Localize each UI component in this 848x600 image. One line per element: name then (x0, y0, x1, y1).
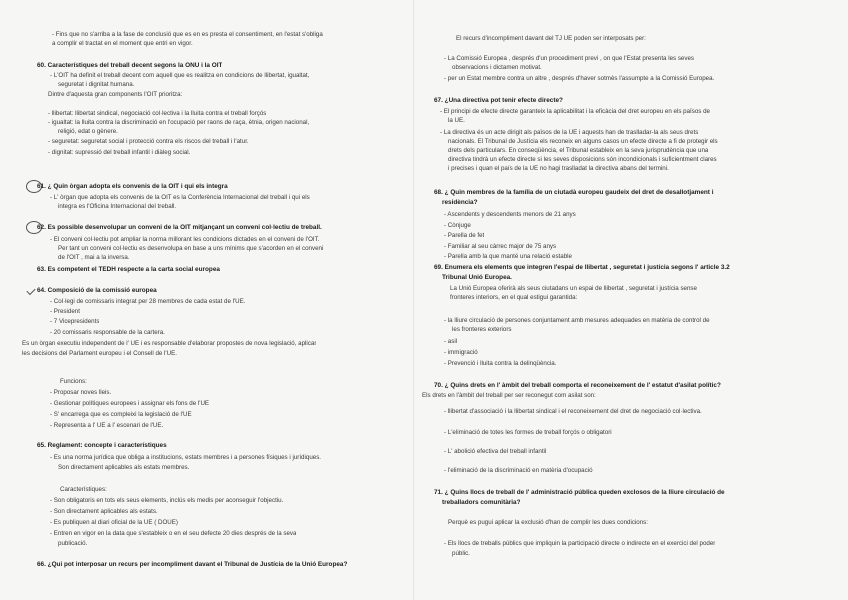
text-line: - L' òrgan que adopta els convenis de la OIT es la Conferència Internacional del treball i qui els (50, 194, 310, 201)
text-line: - Es publiquen al diari oficial de la UE ( DOUE) (50, 519, 178, 526)
text-line: La Unió Europea oferirà als seus ciutadans un espai de llibertat , seguretat i justícia sense (450, 285, 697, 292)
question-62-heading: 62. Es possible desenvolupar un conveni de la OIT mitjançant un conveni col·lectiu de treball. (37, 224, 322, 231)
text-line: - Es una norma jurídica que obliga a institucions, estats membres i a persones físiques i jurídiques. (50, 454, 322, 461)
text-line: - La directiva és un acte dirigit als països de la UE i aquests han de traslladar-la als seus drets (440, 129, 699, 136)
text-line: - seguretat: seguretat social i protecció contra els riscos del treball i l'atur. (48, 138, 249, 145)
question-71-heading: 71. ¿ Quins llocs de treball de l' administració pública queden exclosos de la lliure circulació de (434, 489, 725, 496)
question-65-heading: 65. Reglament: concepte i característiques (37, 442, 167, 449)
text-line: - Els llocs de treballs públics que impliquin la participació directe o indirecte en el exercici del poder (444, 540, 716, 547)
text-line: seguretat i dignitat humana. (58, 81, 135, 88)
text-line: - igualtat: la lluita contra la discriminació en l'ocupació per raons de raça, ètnia, origen nacional, (48, 119, 310, 126)
text-line: - Fins que no s'arriba a la fase de conclusió que es en es presta el consentiment, en l'estat s'obliga (52, 31, 323, 38)
text-line: Es un òrgan executiu independent de l' UE i es responsable d'elaborar propostes de nova legislació, aplicar (22, 340, 317, 347)
text-line: - President (50, 308, 80, 315)
text-line: Característiques: (60, 486, 107, 493)
text-line: religió, edat o gènere. (58, 128, 118, 135)
text-line: - Parella amb la que manté una relació estable (444, 253, 572, 260)
question-69-heading-cont: Tribunal Unió Europea. (442, 274, 512, 281)
text-line: - immigració (444, 349, 478, 356)
text-line: publicació. (58, 540, 88, 547)
text-line: - Son obligatoris en tots els seus elements, inclús els medis per aconseguir l'objectiu. (50, 497, 284, 504)
text-line: - dignitat: supressió del treball infantil i diàleg social. (48, 149, 191, 156)
pen-check-mark (26, 286, 35, 295)
text-line: - Parella de fet (444, 232, 485, 239)
question-70-heading: 70. ¿ Quins drets en l' àmbit del treball comporta el reconeixement de l' estatut d'asilat polític? (434, 382, 721, 389)
text-line: - El principi de efecte directe garanteix la aplicabilitat i la eficàcia del dret europeu en els països de (440, 108, 710, 115)
text-line: Perquè es pugui aplicar la exclusió d'han de complir les dues condicions: (448, 519, 648, 526)
text-line: - asil (444, 338, 458, 345)
question-61-heading: 61. ¿ Quin òrgan adopta els convenis de la OIT i qui els integra (37, 183, 228, 190)
text-line: drets dels particulars. En conseqüència, el Tribunal estableix en la seva jurisprudència que una (448, 147, 709, 154)
question-68-heading-cont: residència? (442, 199, 478, 206)
text-line: - El conveni col·lectiu pot ampliar la norma millorant les condicions dictades en el conveni de l'OIT. (50, 236, 320, 243)
right-column (418, 0, 818, 600)
text-line: a complir el tractat en el moment que entri en vigor. (52, 40, 193, 47)
text-line: - L'OIT ha definit el treball decent com aquell que es realitza en condicions de llibertat, igualtat, (50, 72, 310, 79)
text-line: - Representa a l' UE a l' escenari de l'UE. (50, 422, 164, 429)
left-column (0, 0, 400, 600)
text-line: directiva tindrà un efecte directe si les seves disposicions són incondicionals i suficientment clares (448, 156, 717, 163)
text-line: les decisions del Parlament europeu i el Consell de l'UE. (22, 350, 177, 357)
question-71-heading-cont: treballadors comunitària? (442, 499, 521, 506)
text-line: - 7 Vicepresidents (50, 318, 100, 325)
text-line: - Proposar noves lleis. (50, 389, 112, 396)
text-line: integra es l'Oficina Internacional del treball. (58, 203, 177, 210)
text-line: - 20 comissaris responsable de la cartera. (50, 329, 165, 336)
question-68-heading: 68. ¿ Quin membres de la família de un ciutadà europeu gaudeix del dret de desallotjament i (434, 189, 714, 196)
text-line: - Familiar al seu càrrec major de 75 anys (444, 243, 557, 250)
text-line: - Ascendents y descendents menors de 21 anys (444, 211, 576, 218)
text-line: - L' abolició efectiva del treball infantil (444, 448, 547, 455)
text-line: Son directament aplicables als estats membres. (58, 464, 190, 471)
text-line: - S' encarrega que es compleixi la legislació de l'UE (50, 411, 192, 418)
text-line: les fronteres exteriors (452, 326, 512, 333)
text-line: fronteres interiors, en el qual estigui garantida: (450, 294, 578, 301)
question-60-heading: 60. Característiques del treball decent segons la ONU i la OIT (37, 62, 223, 69)
text-line: - llibertat d'associació i la llibertat sindical i el reconeixement del dret de negociació col·lectiva. (444, 408, 702, 415)
text-line: públic. (452, 550, 470, 557)
text-line: la UE. (448, 117, 465, 124)
text-line: - Prevenció i lluita contra la delinqüència. (444, 360, 557, 367)
text-line: El recurs d'incompliment davant del TJ UE poden ser interposats per: (456, 35, 646, 42)
question-63-heading: 63. Es competent el TEDH respecte a la carta social europea (37, 266, 220, 273)
text-line: - Cònjuge (444, 222, 471, 229)
text-line: Dintre d'aquesta gran components l'OIT prioritza: (48, 91, 183, 98)
question-64-heading: 64. Composició de la comissió europea (37, 287, 157, 294)
text-line: - Col·legi de comissaris integrat per 28 membres de cada estat de l'UE. (50, 298, 246, 305)
text-line: observacions i dictamen motivat. (452, 64, 542, 71)
text-line: nacionals. El Tribunal de Justícia els reconeix en alguns casos un efecte directe a fi de protegir els (448, 138, 718, 145)
text-line: - l'eliminació de la discriminació en matèria d'ocupació (444, 467, 593, 474)
text-line: - llibertat: llibertat sindical, negociació col·lectiva i la lluita contra el treball forçós (48, 110, 267, 117)
question-69-heading: 69. Enumera els elements que integren l'espai de llibertat , seguretat i justícia segons l' article 3.2 (434, 264, 730, 271)
text-line: Per tant un conveni col·lectiu es desenvolupa en base a uns mínims que s'acorden en el conveni (58, 245, 324, 252)
text-line: Els drets en l'àmbit del treball per ser reconegut com asilat son: (422, 392, 596, 399)
text-line: - L'eliminació de totes les formes de treball forçós o obligatori (444, 429, 612, 436)
text-line: de l'OIT , mai a la inversa. (58, 254, 130, 261)
text-line: - La Comissió Europea , després d'un procediment previ , on que l'Estat presenta les seves (444, 55, 694, 62)
page-fold (413, 0, 414, 600)
text-line: - Entren en vigor en la data que s'estableix o en el seu defecte 20 dies després de la seva (50, 530, 297, 537)
text-line: - Gestionar polítiques europees i assignar els fons de l'UE (50, 400, 210, 407)
text-line: - per un Estat membre contra un altre , després d'haver sotmès l'assumpte a la Comissió Europea. (444, 75, 715, 82)
text-line: Funcions: (60, 378, 87, 385)
text-line: i precises i quan el país de la UE no hagi traslladat la directiva abans del termini. (448, 165, 669, 172)
text-line: - Son directament aplicables als estats. (50, 508, 158, 515)
text-line: - la lliure circulació de persones conjuntament amb mesures adequades en matèria de control de (444, 317, 710, 324)
question-66-heading: 66. ¿Qui pot interposar un recurs per incompliment davant el Tribunal de Justícia de la Unió Europea? (37, 561, 348, 568)
question-67-heading: 67. ¿Una directiva pot tenir efecte directe? (434, 97, 563, 104)
